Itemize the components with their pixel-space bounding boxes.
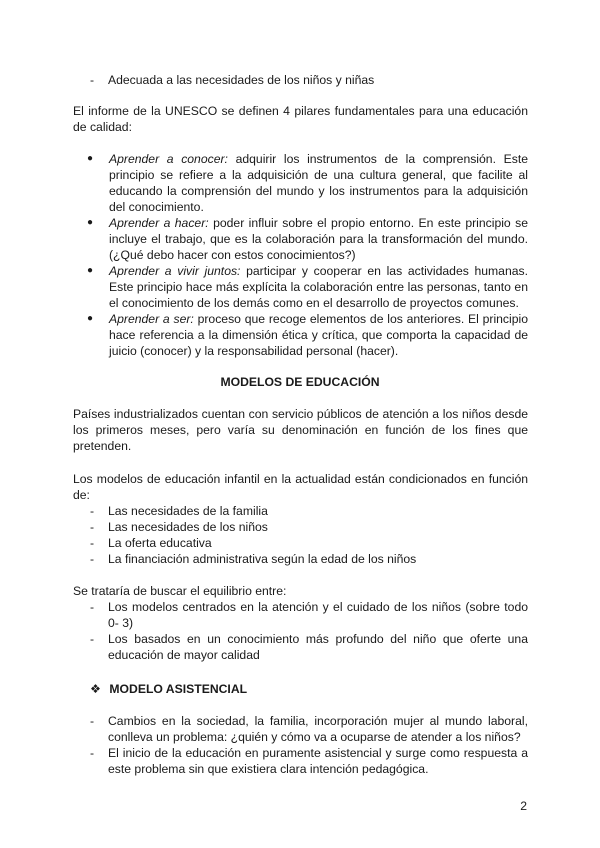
pillar-term: Aprender a vivir juntos: [109, 264, 241, 278]
dash-marker: - [90, 552, 95, 566]
bullet-icon: ● [87, 153, 94, 164]
pillar-text: participar y cooperar en las actividades humanas. Este principio hace más explícita la colaboración entre las personas, tanto en el conocimiento de los demás como en el desarrollo de proyectos comunes. [109, 264, 528, 310]
bullet-icon: ● [87, 217, 94, 228]
list-item-text: Adecuada a las necesidades de los niños y niñas [108, 73, 375, 87]
diamond-bullet-icon: ❖ [90, 682, 101, 696]
dash-marker: - [90, 714, 95, 728]
pillar-item [87, 215, 528, 263]
list-item [90, 72, 528, 88]
list-item-text: La oferta educativa [108, 536, 212, 550]
dash-marker: - [90, 520, 95, 534]
list-item [90, 551, 528, 567]
bullet-icon: ● [87, 313, 94, 324]
unesco-paragraph: El informe de la UNESCO se definen 4 pilares fundamentales para una educación de calidad: [73, 104, 528, 134]
list-item-text: Los modelos centrados en la atención y el cuidado de los niños (sobre todo 0- 3) [108, 600, 528, 630]
pillar-term: Aprender a ser: [109, 312, 194, 326]
dash-marker: - [90, 504, 95, 518]
list-item-text: Los basados en un conocimiento más profundo del niño que oferte una educación de mayor calidad [108, 632, 528, 662]
list-item-text: Las necesidades de la familia [108, 504, 268, 518]
pillar-item [87, 151, 528, 215]
dash-marker: - [90, 536, 95, 550]
list-item [90, 519, 528, 535]
list-item [90, 599, 528, 631]
dash-marker: - [90, 632, 95, 646]
pillar-term: Aprender a hacer: [109, 216, 209, 230]
pillar-item [87, 311, 528, 359]
dash-marker: - [90, 73, 95, 87]
list-item [90, 713, 528, 745]
section-title: MODELOS DE EDUCACIÓN [220, 375, 380, 389]
balance-paragraph: Se trataría de buscar el equilibrio entre: [73, 584, 287, 598]
list-item-text: La financiación administrativa según la edad de los niños [108, 552, 417, 566]
dash-marker: - [90, 600, 95, 614]
pillar-item [87, 263, 528, 311]
subsection-title [90, 681, 247, 697]
list-item [90, 631, 528, 663]
models-paragraph: Los modelos de educación infantil en la actualidad están condicionados en función de: [73, 472, 528, 502]
dash-marker: - [90, 746, 95, 760]
bullet-icon: ● [87, 265, 94, 276]
pillar-text: adquirir los instrumentos de la comprensión. Este principio se refiere a la adquisición de una cultura general, que facilite al educando la comprensión del mundo y los instrumentos para la adquisición del conocimiento. [109, 152, 528, 214]
page-number: 2 [520, 799, 527, 813]
pillar-text: proceso que recoge elementos de los anteriores. El principio hace referencia a la dimensión ética y crítica, que comporta la capacidad de juicio (conocer) y la responsabilidad personal (hacer). [109, 312, 528, 358]
industrial-paragraph: Países industrializados cuentan con servicio públicos de atención a los niños desde los primeros meses, pero varía su denominación en función de los fines que pretenden. [73, 407, 528, 453]
list-item-text: Cambios en la sociedad, la familia, incorporación mujer al mundo laboral, conlleva un problema: ¿quién y cómo va a ocuparse de atender a los niños? [108, 714, 528, 744]
list-item-text: El inicio de la educación en puramente asistencial y surge como respuesta a este problema sin que existiera clara intención pedagógica. [108, 746, 528, 776]
list-item [90, 503, 528, 519]
list-item [90, 535, 528, 551]
pillar-term: Aprender a conocer: [109, 152, 228, 166]
list-item [90, 745, 528, 777]
list-item-text: Las necesidades de los niños [108, 520, 268, 534]
pillar-text: poder influir sobre el propio entorno. En este principio se incluye el trabajo, que es la colaboración para la transformación del mundo. (¿Qué debo hacer con estos conocimientos?) [109, 216, 529, 262]
subsection-title-text: MODELO ASISTENCIAL [109, 682, 248, 696]
